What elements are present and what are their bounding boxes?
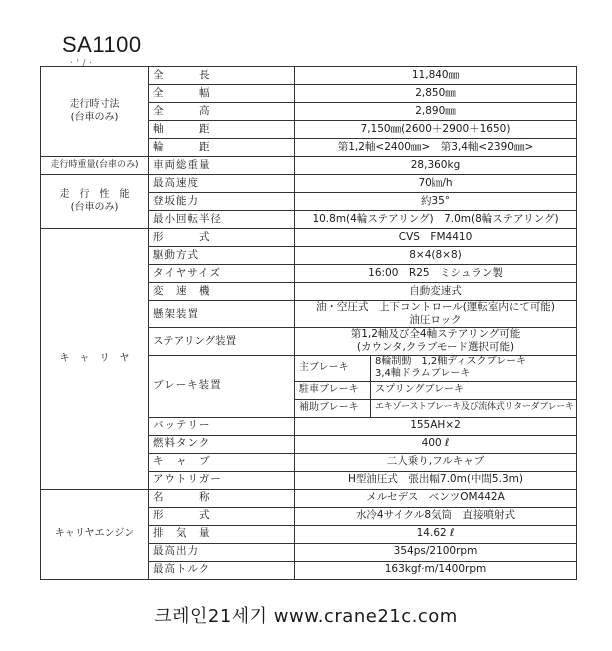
item-value: 油・空圧式 上下コントロール(運転室内にて可能) 油圧ロック <box>295 301 577 328</box>
item-value: CVS FM4410 <box>295 229 577 247</box>
model-subtitle-mark: · ' / · <box>70 58 93 69</box>
item-value: 14.62 ℓ <box>295 525 577 543</box>
brake-parking-label: 駐車ブレーキ <box>295 381 371 399</box>
item-label: 最高出力 <box>149 543 295 561</box>
table-row <box>41 489 577 507</box>
brake-aux-label: 補助ブレーキ <box>295 399 371 417</box>
table-row <box>41 157 577 175</box>
item-value: 自動変速式 <box>295 283 577 301</box>
item-label: バッテリー <box>149 417 295 435</box>
item-label: アウトリガー <box>149 471 295 489</box>
item-value: メルセデス ベンツOM442A <box>295 489 577 507</box>
item-label: ブレーキ装置 <box>149 355 295 417</box>
item-value: 8×4(8×8) <box>295 247 577 265</box>
item-value: 第1,2軸及び全4軸ステアリング可能 (カウンタ,クラブモード選択可能) <box>295 328 577 355</box>
item-value: 16:00 R25 ミシュラン製 <box>295 265 577 283</box>
item-value: 400 ℓ <box>295 435 577 453</box>
item-label: ステアリング装置 <box>149 328 295 355</box>
item-label: 名 称 <box>149 489 295 507</box>
item-label: 最高速度 <box>149 175 295 193</box>
item-label: 燃料タンク <box>149 435 295 453</box>
item-label: 軸 距 <box>149 121 295 139</box>
item-value: 7,150㎜(2600＋2900＋1650) <box>295 121 577 139</box>
item-value: 163kgf·m/1400rpm <box>295 561 577 579</box>
table-row <box>41 67 577 85</box>
footer-watermark: 크레인21세기 www.crane21c.com <box>154 606 458 627</box>
item-value: 11,840㎜ <box>295 67 577 85</box>
table-row <box>41 229 577 247</box>
item-label: 排 気 量 <box>149 525 295 543</box>
item-label: 変 速 機 <box>149 283 295 301</box>
item-label: 駆動方式 <box>149 247 295 265</box>
item-label: 車両総重量 <box>149 157 295 175</box>
category-dimensions: 走行時寸法 (台車のみ) <box>41 67 149 157</box>
brake-main-value: 8輪制動 1,2軸ディスクブレーキ 3,4軸ドラムブレーキ <box>371 355 577 381</box>
category-engine: キャリヤエンジン <box>41 489 149 579</box>
item-value: 2,890㎜ <box>295 103 577 121</box>
category-performance: 走 行 性 能 (台車のみ) <box>41 175 149 229</box>
table-row <box>41 175 577 193</box>
item-value: 155AH×2 <box>295 417 577 435</box>
item-value: 第1,2軸<2400㎜> 第3,4軸<2390㎜> <box>295 139 577 157</box>
item-label: 全 高 <box>149 103 295 121</box>
item-value: 約35° <box>295 193 577 211</box>
item-label: 懸架装置 <box>149 301 295 328</box>
brake-aux-value: エキゾーストブレーキ及び流体式リターダブレーキ <box>371 399 577 417</box>
item-label: 形 式 <box>149 229 295 247</box>
item-label: キ ャ ブ <box>149 453 295 471</box>
item-value: 水冷4サイクル8気筒 直接噴射式 <box>295 507 577 525</box>
category-carrier: キ ャ リ ヤ <box>41 229 149 490</box>
model-title: SA1100 <box>62 32 142 57</box>
item-label: 最小回転半径 <box>149 211 295 229</box>
item-label: 輪 距 <box>149 139 295 157</box>
item-label: 形 式 <box>149 507 295 525</box>
item-label: 最高トルク <box>149 561 295 579</box>
item-value: 10.8m(4輪ステアリング) 7.0m(8輪ステアリング) <box>295 211 577 229</box>
item-label: 全 幅 <box>149 85 295 103</box>
item-label: タイヤサイズ <box>149 265 295 283</box>
item-value: 2,850㎜ <box>295 85 577 103</box>
item-value: 354ps/2100rpm <box>295 543 577 561</box>
category-weight: 走行時重量(台車のみ) <box>41 157 149 175</box>
item-label: 全 長 <box>149 67 295 85</box>
item-value: 二人乗り,フルキャブ <box>295 453 577 471</box>
spec-table <box>40 66 577 580</box>
item-value: 70㎞/h <box>295 175 577 193</box>
item-value: H型油圧式 張出幅7.0m(中間5.3m) <box>295 471 577 489</box>
item-value: 28,360kg <box>295 157 577 175</box>
brake-parking-value: スプリングブレーキ <box>371 381 577 399</box>
item-label: 登坂能力 <box>149 193 295 211</box>
brake-main-label: 主ブレーキ <box>295 355 371 381</box>
